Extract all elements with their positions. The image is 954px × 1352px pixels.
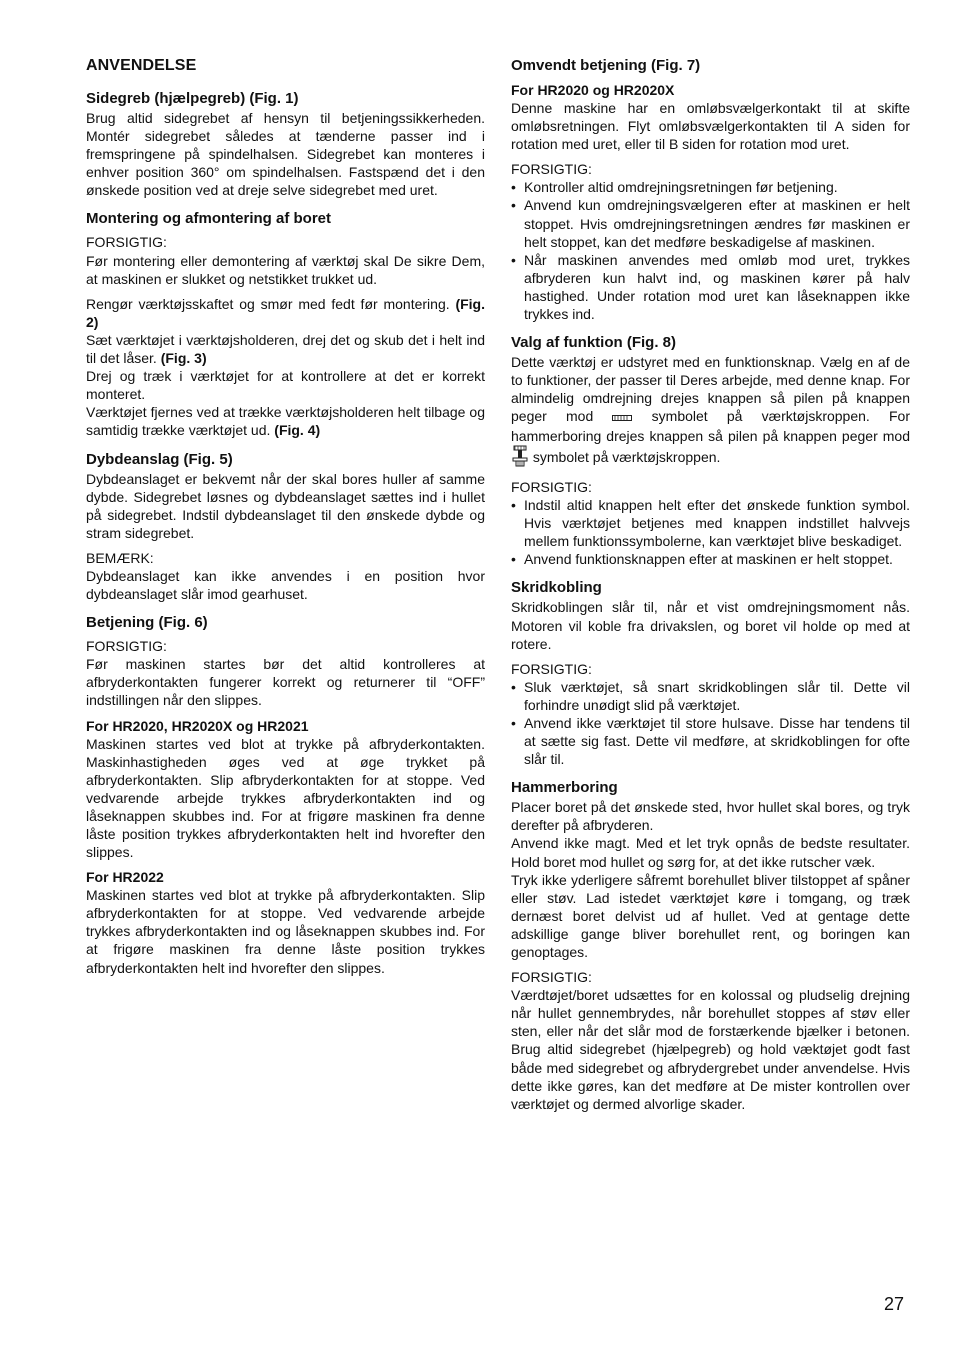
page-number: 27 bbox=[884, 1294, 905, 1314]
heading-hammerboring: Hammerboring bbox=[511, 779, 618, 797]
funktion-bullet-list bbox=[511, 496, 910, 568]
skridkobling-text: Skridkoblingen slår til, når et vist omdrejningsmoment nås. Motoren vil koble fra drivakslen, og boret vil holde op med at rotere. bbox=[511, 599, 910, 652]
funktion-text-a: Dette værktøj er udstyret med en funktionsknap. Vælg en af de to funktioner, der passer til Deres arbejde, med denne knap. For almindelig omdrejning drejes knappen så pilen på knappen peger mod bbox=[511, 354, 910, 425]
omvendt-text: Denne maskine har en omløbsvælgerkontakt til at skifte omløbsretningen. Flyt omløbsvælgerkontakten til A siden for rotation med uret, eller til B siden for rotation mod uret. bbox=[511, 100, 910, 153]
hr2020-text: Maskinen startes ved blot at trykke på afbryderkontakten. Maskinhastigheden øges ved at øge trykket på afbryderkontakten. Slip afbryderkontakten for at stoppe. Ved vedvarende arbejde trykkes afbryderkontakten ind og låseknappen skubbes ind. For at frigøre maskinen fra denne låste position trykkes afbryderkontakten helt ind hvorefter den slippes. bbox=[86, 735, 485, 861]
dybdeanslag-note-text: Dybdeanslaget kan ikke anvendes i en position hvor dybdeanslaget slår imod gearhuset. bbox=[86, 567, 485, 603]
heading-sidegreb: Sidegreb (hjælpegreb) (Fig. 1) bbox=[86, 90, 299, 107]
betjening-caution-text: Før maskinen startes bør det altid kontrolleres at afbryderkontakten fungerer korrekt og returnerer til “OFF” indstillingen når den slippes. bbox=[86, 656, 485, 709]
heading-valg-af-funktion: Valg af funktion (Fig. 8) bbox=[511, 334, 676, 352]
heading-skridkobling: Skridkobling bbox=[511, 579, 602, 597]
list-item: • Anvend ikke værktøjet til store hulsave. Disse har tendens til at sætte sig fast. Dette vil medføre, at skridkoblingen for ofte slår til. bbox=[511, 714, 910, 768]
montering-p2 bbox=[86, 331, 485, 367]
list-item: • Anvend funktionsknappen efter at maskinen er helt stoppet. bbox=[511, 550, 910, 568]
rotation-symbol-icon bbox=[612, 409, 632, 427]
fig-ref: (Fig. 3) bbox=[160, 350, 207, 367]
heading-montering: Montering og afmontering af boret bbox=[86, 210, 331, 228]
montering-p1 bbox=[86, 295, 485, 331]
funktion-caution-label: FORSIGTIG: bbox=[511, 478, 592, 495]
omvendt-bullet-list bbox=[511, 178, 910, 323]
subheading-hr2022: For HR2022 bbox=[86, 869, 164, 886]
heading-omvendt: Omvendt betjening (Fig. 7) bbox=[511, 57, 701, 74]
hammerboring-p3: Tryk ikke yderligere såfremt borehullet bliver tilstoppet af spåner eller støv. Lad istedet værktøjet køre i tomgang, og træk dernæst boret delvist ud af hullet. Ved at gentage dette adskillige gange bliver borehullet rent, og boringen kan genoptages. bbox=[511, 871, 910, 960]
fig-ref: (Fig. 2) bbox=[86, 295, 485, 330]
skridkobling-bullet-list bbox=[511, 678, 910, 768]
list-item: • Anvend kun omdrejningsvælgeren efter at maskinen er helt stoppet. Hvis omdrejningsretningen ændres før maskinen er helt stoppet, kan det medføre beskadigelse af maskinen. bbox=[511, 196, 910, 250]
dybdeanslag-note-label: BEMÆRK: bbox=[86, 549, 154, 566]
hammerboring-p2: Anvend ikke magt. Med et let tryk opnås de bedste resultater. Hold boret mod hullet og sørg for, at det ikke rutscher væk. bbox=[511, 835, 910, 870]
montering-caution-text: Før montering eller demontering af værktøj skal De sikre Dem, at maskinen er slukket og netstikket trukket ud. bbox=[86, 252, 485, 287]
betjening-caution-label: FORSIGTIG: bbox=[86, 638, 167, 655]
hammer-symbol-icon bbox=[511, 445, 529, 471]
list-item: • Indstil altid knappen helt efter det ønskede funktion symbol. Hvis værktøjet betjenes med knappen indstillet halvvejs mellem funktionssymbolerne, kan værktøjet blive beskadiget. bbox=[511, 496, 910, 550]
montering-p4 bbox=[86, 403, 485, 439]
omvendt-caution-label: FORSIGTIG: bbox=[511, 161, 592, 178]
hammerboring-caution-label: FORSIGTIG: bbox=[511, 969, 592, 986]
skridkobling-caution-label: FORSIGTIG: bbox=[511, 660, 592, 677]
funktion-text-b: symbolet på værktøjskroppen. For hammerboring drejes knappen så pilen på knappen peger mod bbox=[511, 408, 910, 444]
montering-p2-text: Sæt værktøjet i værktøjsholderen, drej det og skub det i helt ind til det låser. bbox=[86, 331, 485, 367]
list-item: • Sluk værktøjet, så snart skridkoblingen slår til. Dette vil forhindre unødigt slid på værktøjet. bbox=[511, 678, 910, 714]
funktion-text-c: symbolet på værktøjskroppen. bbox=[532, 448, 721, 465]
sidegreb-text: Brug altid sidegrebet af hensyn til betjeningssikkerheden. Montér sidegrebet således at tænderne passer ind i fremspringene på spindelhalsen. Sidegrebet kan monteres i enhver position 360° om spindelhalsen. Fastspænd det i den ønskede position ved at dreje selve sidegrebet med uret. bbox=[86, 110, 485, 199]
hammerboring-p1: Placer boret på det ønskede sted, hvor hullet skal bores, og tryk derefter på afbryderen. bbox=[511, 799, 910, 834]
list-item: • Kontroller altid omdrejningsretningen før betjening. bbox=[511, 178, 910, 196]
heading-betjening: Betjening (Fig. 6) bbox=[86, 614, 208, 632]
right-column bbox=[511, 55, 910, 1113]
list-item: • Når maskinen anvendes med omløb mod uret, trykkes afbryderen kun halvt ind, og maskinen kører på halv hastighed. Under rotation mod uret kan låseknappen ikke trykkes ind. bbox=[511, 251, 910, 323]
montering-caution-label: FORSIGTIG: bbox=[86, 234, 167, 251]
hr2022-text: Maskinen startes ved blot at trykke på afbryderkontakten. Slip afbryderkontakten for at stoppe. Ved vedvarende arbejde trykkes afbryderkontakten ind og låseknappen skubbes ind. For at frigøre maskinen fra denne låste position trykkes afbryderkontakten helt ind hvorefter den slippes. bbox=[86, 887, 485, 976]
dybdeanslag-text: Dybdeanslaget er bekvemt når der skal bores huller af samme dybde. Sidegrebet løsnes og dybdeanslaget sættes ind i hullet på sidegrebet. Indstil dybdeanslaget til den ønskede dybde og stram sidegrebet. bbox=[86, 470, 485, 541]
subheading-hr2020: For HR2020, HR2020X og HR2021 bbox=[86, 717, 309, 734]
montering-p3: Drej og træk i værktøjet for at kontrollere at det er korrekt monteret. bbox=[86, 368, 485, 403]
hammerboring-caution-text: Værdtøjet/boret udsættes for en kolossal og pludselig drejning når hullet gennembrydes, når borehullet stoppes af støv eller sten, eller når det slår mod de forstærkende bjælker i betonen. Brug altid sidegrebet (hjælpegreb) og hold væktøjet godt fast både med sidegrebet og afbrydergrebet under anvendelse. Hvis dette ikke gøres, kan det medføre at De mister kontrollen over værktøjet og dermed alvorlige skader. bbox=[511, 987, 910, 1112]
funktion-text bbox=[511, 353, 910, 471]
montering-p1-text: Rengør værktøjsskaftet og smør med fedt før montering. bbox=[86, 295, 450, 312]
heading-dybdeanslag: Dybdeanslag (Fig. 5) bbox=[86, 450, 233, 468]
subheading-hr2020-og: For HR2020 og HR2020X bbox=[511, 82, 675, 98]
left-column bbox=[86, 55, 485, 977]
montering-p4-text: Værktøjet fjernes ved at trække værktøjsholderen helt tilbage og samtidig trække værktøjet ud. bbox=[86, 404, 485, 439]
section-title: ANVENDELSE bbox=[86, 57, 197, 74]
fig-ref: (Fig. 4) bbox=[274, 422, 321, 439]
